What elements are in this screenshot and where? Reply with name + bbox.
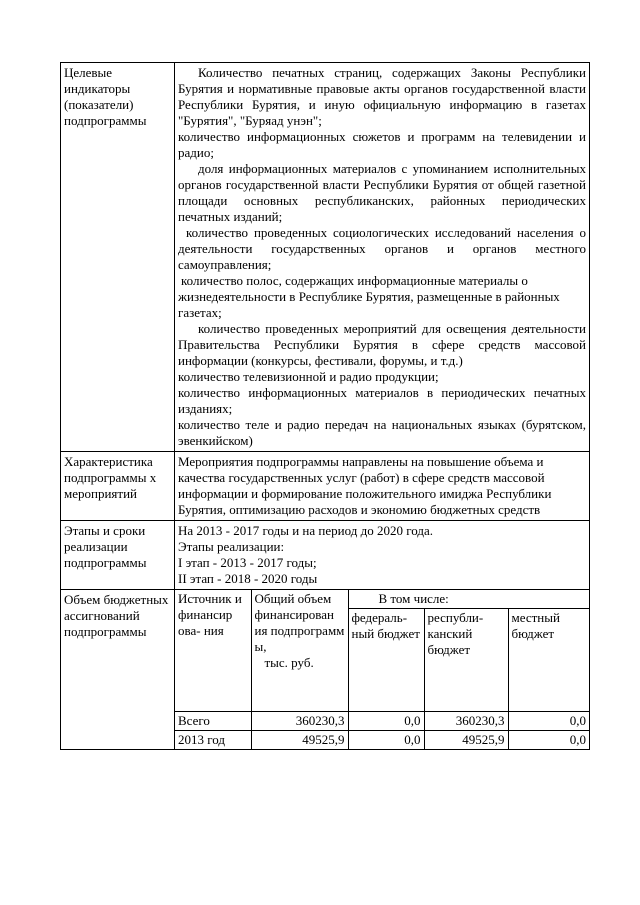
row-source: Всего	[175, 712, 251, 731]
row-federal: 0,0	[348, 731, 424, 750]
indicator-item: количество теле и радио передач на национальных языках (бурятском, эвенкийском)	[178, 417, 586, 448]
budget-row	[61, 590, 590, 750]
federal-header: федераль- ный бюджет	[348, 609, 424, 712]
budget-table	[175, 590, 589, 749]
row-total: 49525,9	[251, 731, 348, 750]
local-header: местный бюджет	[508, 609, 589, 712]
stages-row	[61, 521, 590, 590]
stages-period: На 2013 - 2017 годы и на период до 2020 года.	[178, 523, 433, 538]
row-total: 360230,3	[251, 712, 348, 731]
total-header-text: Общий объем финансирован ия подпрограмм ы,	[254, 591, 345, 654]
characteristics-row	[61, 452, 590, 521]
indicator-item: количество проведенных мероприятий для освещения деятельности Правительства Республики Бурятия в сфере средств массовой информации (конкурсы, фестивали, форумы, и т.д.)	[178, 321, 586, 368]
source-header: Источник и финансир ова- ния	[175, 590, 251, 712]
republic-header: республи- канский бюджет	[424, 609, 508, 712]
characteristics-label: Характеристика подпрограммы х мероприятий	[61, 452, 175, 521]
budget-row-2013	[175, 731, 589, 750]
total-header-unit: тыс. руб.	[264, 655, 314, 670]
stages-content	[175, 521, 590, 590]
characteristics-text: Мероприятия подпрограммы направлены на повышение объема и качества государственных услуг (работ) в сфере средств массовой информации и формирование положительного имиджа Республики Бурятия, оптимизацию расходов и экономию бюджетных средств	[175, 452, 590, 521]
indicators-content	[175, 63, 590, 452]
total-header	[251, 590, 348, 712]
row-source: 2013 год	[175, 731, 251, 750]
indicator-item: количество информационных материалов в периодических печатных изданиях;	[178, 385, 586, 416]
subprogram-passport-table	[60, 62, 590, 750]
indicator-item: количество полос, содержащих информационные материалы о жизнедеятельности в Республике Бурятия, размещенные в районных газетах;	[178, 273, 560, 320]
including-header: В том числе:	[348, 590, 589, 609]
row-local: 0,0	[508, 712, 589, 731]
stage-two: II этап - 2018 - 2020 годы	[178, 571, 318, 586]
budget-label: Объем бюджетных ассигнований подпрограммы	[61, 590, 175, 750]
passport-document	[60, 62, 590, 750]
indicators-label: Целевые индикаторы (показатели) подпрограммы	[61, 63, 175, 452]
indicator-item: доля информационных материалов с упоминанием исполнительных органов государственной власти Республики Бурятия от общей газетной площади основных республиканских, районных периодических печатных изданий;	[178, 161, 586, 224]
row-federal: 0,0	[348, 712, 424, 731]
row-republic: 360230,3	[424, 712, 508, 731]
row-republic: 49525,9	[424, 731, 508, 750]
stage-one: I этап - 2013 - 2017 годы;	[178, 555, 317, 570]
indicator-item: количество информационных сюжетов и программ на телевидении и радио;	[178, 129, 586, 160]
indicator-item: Количество печатных страниц, содержащих Законы Республики Бурятия и нормативные правовые акты органов государственной власти Республики Бурятия, и иную официальную информацию в газетах "Бурятия", "Буряад унэн";	[178, 65, 586, 128]
budget-header-row	[175, 590, 589, 609]
row-local: 0,0	[508, 731, 589, 750]
stages-label: Этапы и сроки реализации подпрограммы	[61, 521, 175, 590]
stages-heading: Этапы реализации:	[178, 539, 285, 554]
budget-content	[175, 590, 590, 750]
indicators-row	[61, 63, 590, 452]
indicator-item: количество проведенных социологических исследований населения о деятельности государственных органов и органов местного самоуправления;	[178, 225, 586, 272]
budget-row-total	[175, 712, 589, 731]
indicator-item: количество телевизионной и радио продукции;	[178, 369, 439, 384]
